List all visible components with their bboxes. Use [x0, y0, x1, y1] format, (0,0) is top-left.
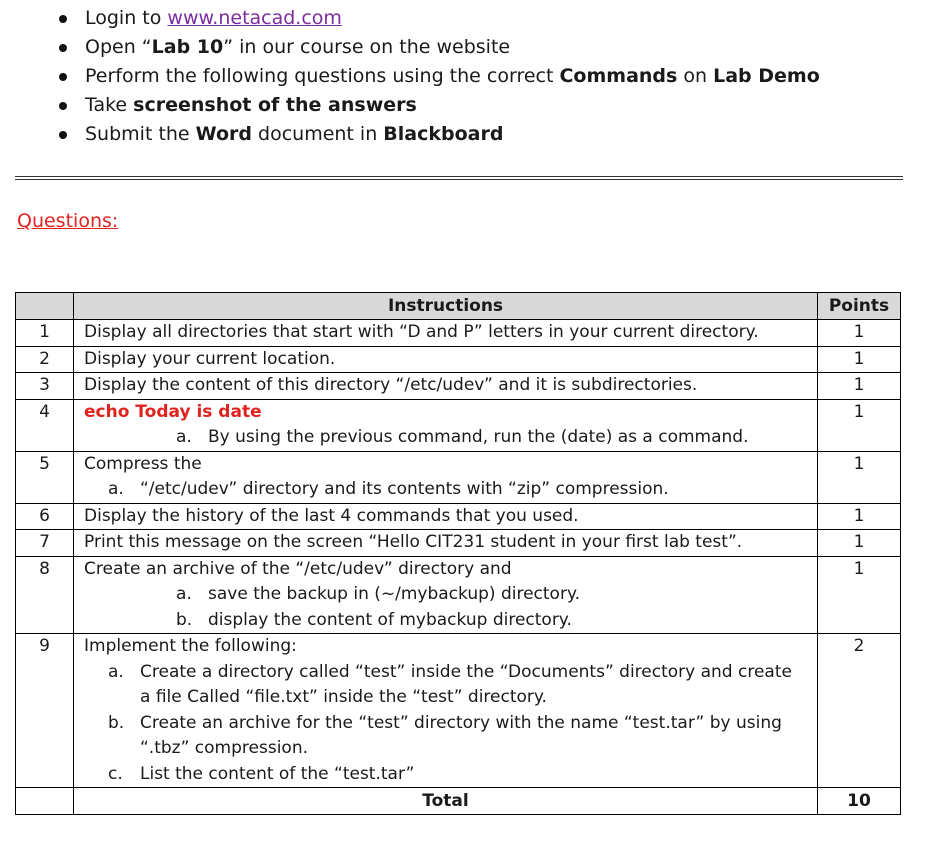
row-points: 2: [818, 634, 901, 788]
header-instructions: Instructions: [74, 293, 818, 320]
questions-heading: Questions:: [17, 210, 119, 232]
row-number: 3: [16, 373, 74, 400]
sub-item: b. display the content of mybackup directory.: [176, 609, 572, 630]
total-row: [16, 788, 901, 815]
bullet-item: [0, 4, 938, 33]
total-points: 10: [818, 788, 901, 815]
row-points: 1: [818, 399, 901, 451]
row-number: 5: [16, 451, 74, 503]
row-number: 7: [16, 530, 74, 557]
row-instruction: Display your current location.: [74, 346, 818, 373]
row-instruction: Display all directories that start with “D and P” letters in your current directory.: [74, 320, 818, 347]
table-row: [16, 373, 901, 400]
bullet-dot-icon: [59, 44, 67, 52]
table-row: [16, 320, 901, 347]
row-points: 1: [818, 373, 901, 400]
table-row: [16, 530, 901, 557]
bullet-item: [0, 33, 938, 62]
row-number: 8: [16, 556, 74, 634]
header-number-cell: [16, 293, 74, 320]
bullet-dot-icon: [59, 102, 67, 110]
echo-command-text: echo Today is date: [84, 401, 262, 422]
row-instruction: [74, 556, 818, 634]
table-row: [16, 399, 901, 451]
row-points: 1: [818, 556, 901, 634]
row-points: 1: [818, 320, 901, 347]
bullet-dot-icon: [59, 73, 67, 81]
header-points: Points: [818, 293, 901, 320]
bullet-dot-icon: [59, 15, 67, 23]
total-label: Total: [74, 788, 818, 815]
bullet-item: [0, 120, 938, 149]
row-number: 1: [16, 320, 74, 347]
table-row: [16, 634, 901, 788]
sub-item-continuation: a file Called “file.txt” inside the “test” directory.: [140, 687, 547, 707]
sub-item: a. save the backup in (~/mybackup) directory.: [176, 584, 580, 604]
instructions-list: [0, 4, 938, 149]
row-text: Compress the: [84, 453, 202, 474]
row-text: Create an archive of the “/etc/udev” directory and: [84, 558, 512, 579]
bullet-item: [0, 62, 938, 91]
row-number: 9: [16, 634, 74, 788]
sub-item: c. List the content of the “test.tar”: [108, 763, 415, 784]
row-instruction: [74, 451, 818, 503]
table-row: [16, 451, 901, 503]
bullet-item: [0, 91, 938, 120]
row-instruction: Display the history of the last 4 commands that you used.: [74, 503, 818, 530]
bullet-text: Login to www.netacad.com: [85, 7, 342, 29]
table-row: [16, 556, 901, 634]
divider-line: [15, 176, 903, 177]
row-instruction: Display the content of this directory “/etc/udev” and it is subdirectories.: [74, 373, 818, 400]
row-number: 6: [16, 503, 74, 530]
netacad-link[interactable]: www.netacad.com: [167, 7, 342, 29]
row-instruction: [74, 634, 818, 788]
row-points: 1: [818, 503, 901, 530]
sub-item-continuation: “.tbz” compression.: [140, 738, 308, 758]
row-text: Implement the following:: [84, 636, 297, 656]
row-points: 1: [818, 346, 901, 373]
total-empty-cell: [16, 788, 74, 815]
bullet-text: Submit the Word document in Blackboard: [85, 123, 504, 145]
row-number: 4: [16, 399, 74, 451]
bullet-dot-icon: [59, 131, 67, 139]
sub-item: b. Create an archive for the “test” directory with the name “test.tar” by using: [108, 712, 782, 733]
sub-item: a. “/etc/udev” directory and its contents with “zip” compression.: [108, 479, 669, 499]
row-instruction: Print this message on the screen “Hello CIT231 student in your first lab test”.: [74, 530, 818, 557]
questions-table: [15, 292, 901, 815]
divider-line: [15, 179, 903, 180]
sub-item: a. Create a directory called “test” inside the “Documents” directory and create: [108, 661, 792, 682]
table-row: [16, 503, 901, 530]
table-row: [16, 346, 901, 373]
sub-item: a. By using the previous command, run the (date) as a command.: [176, 427, 749, 447]
bullet-text: Perform the following questions using the correct Commands on Lab Demo: [85, 65, 820, 87]
row-instruction: [74, 399, 818, 451]
bullet-text: Open “Lab 10” in our course on the website: [85, 36, 511, 58]
bullet-text: Take screenshot of the answers: [85, 94, 417, 116]
row-points: 1: [818, 530, 901, 557]
table-header-row: [16, 293, 901, 320]
row-points: 1: [818, 451, 901, 503]
row-number: 2: [16, 346, 74, 373]
